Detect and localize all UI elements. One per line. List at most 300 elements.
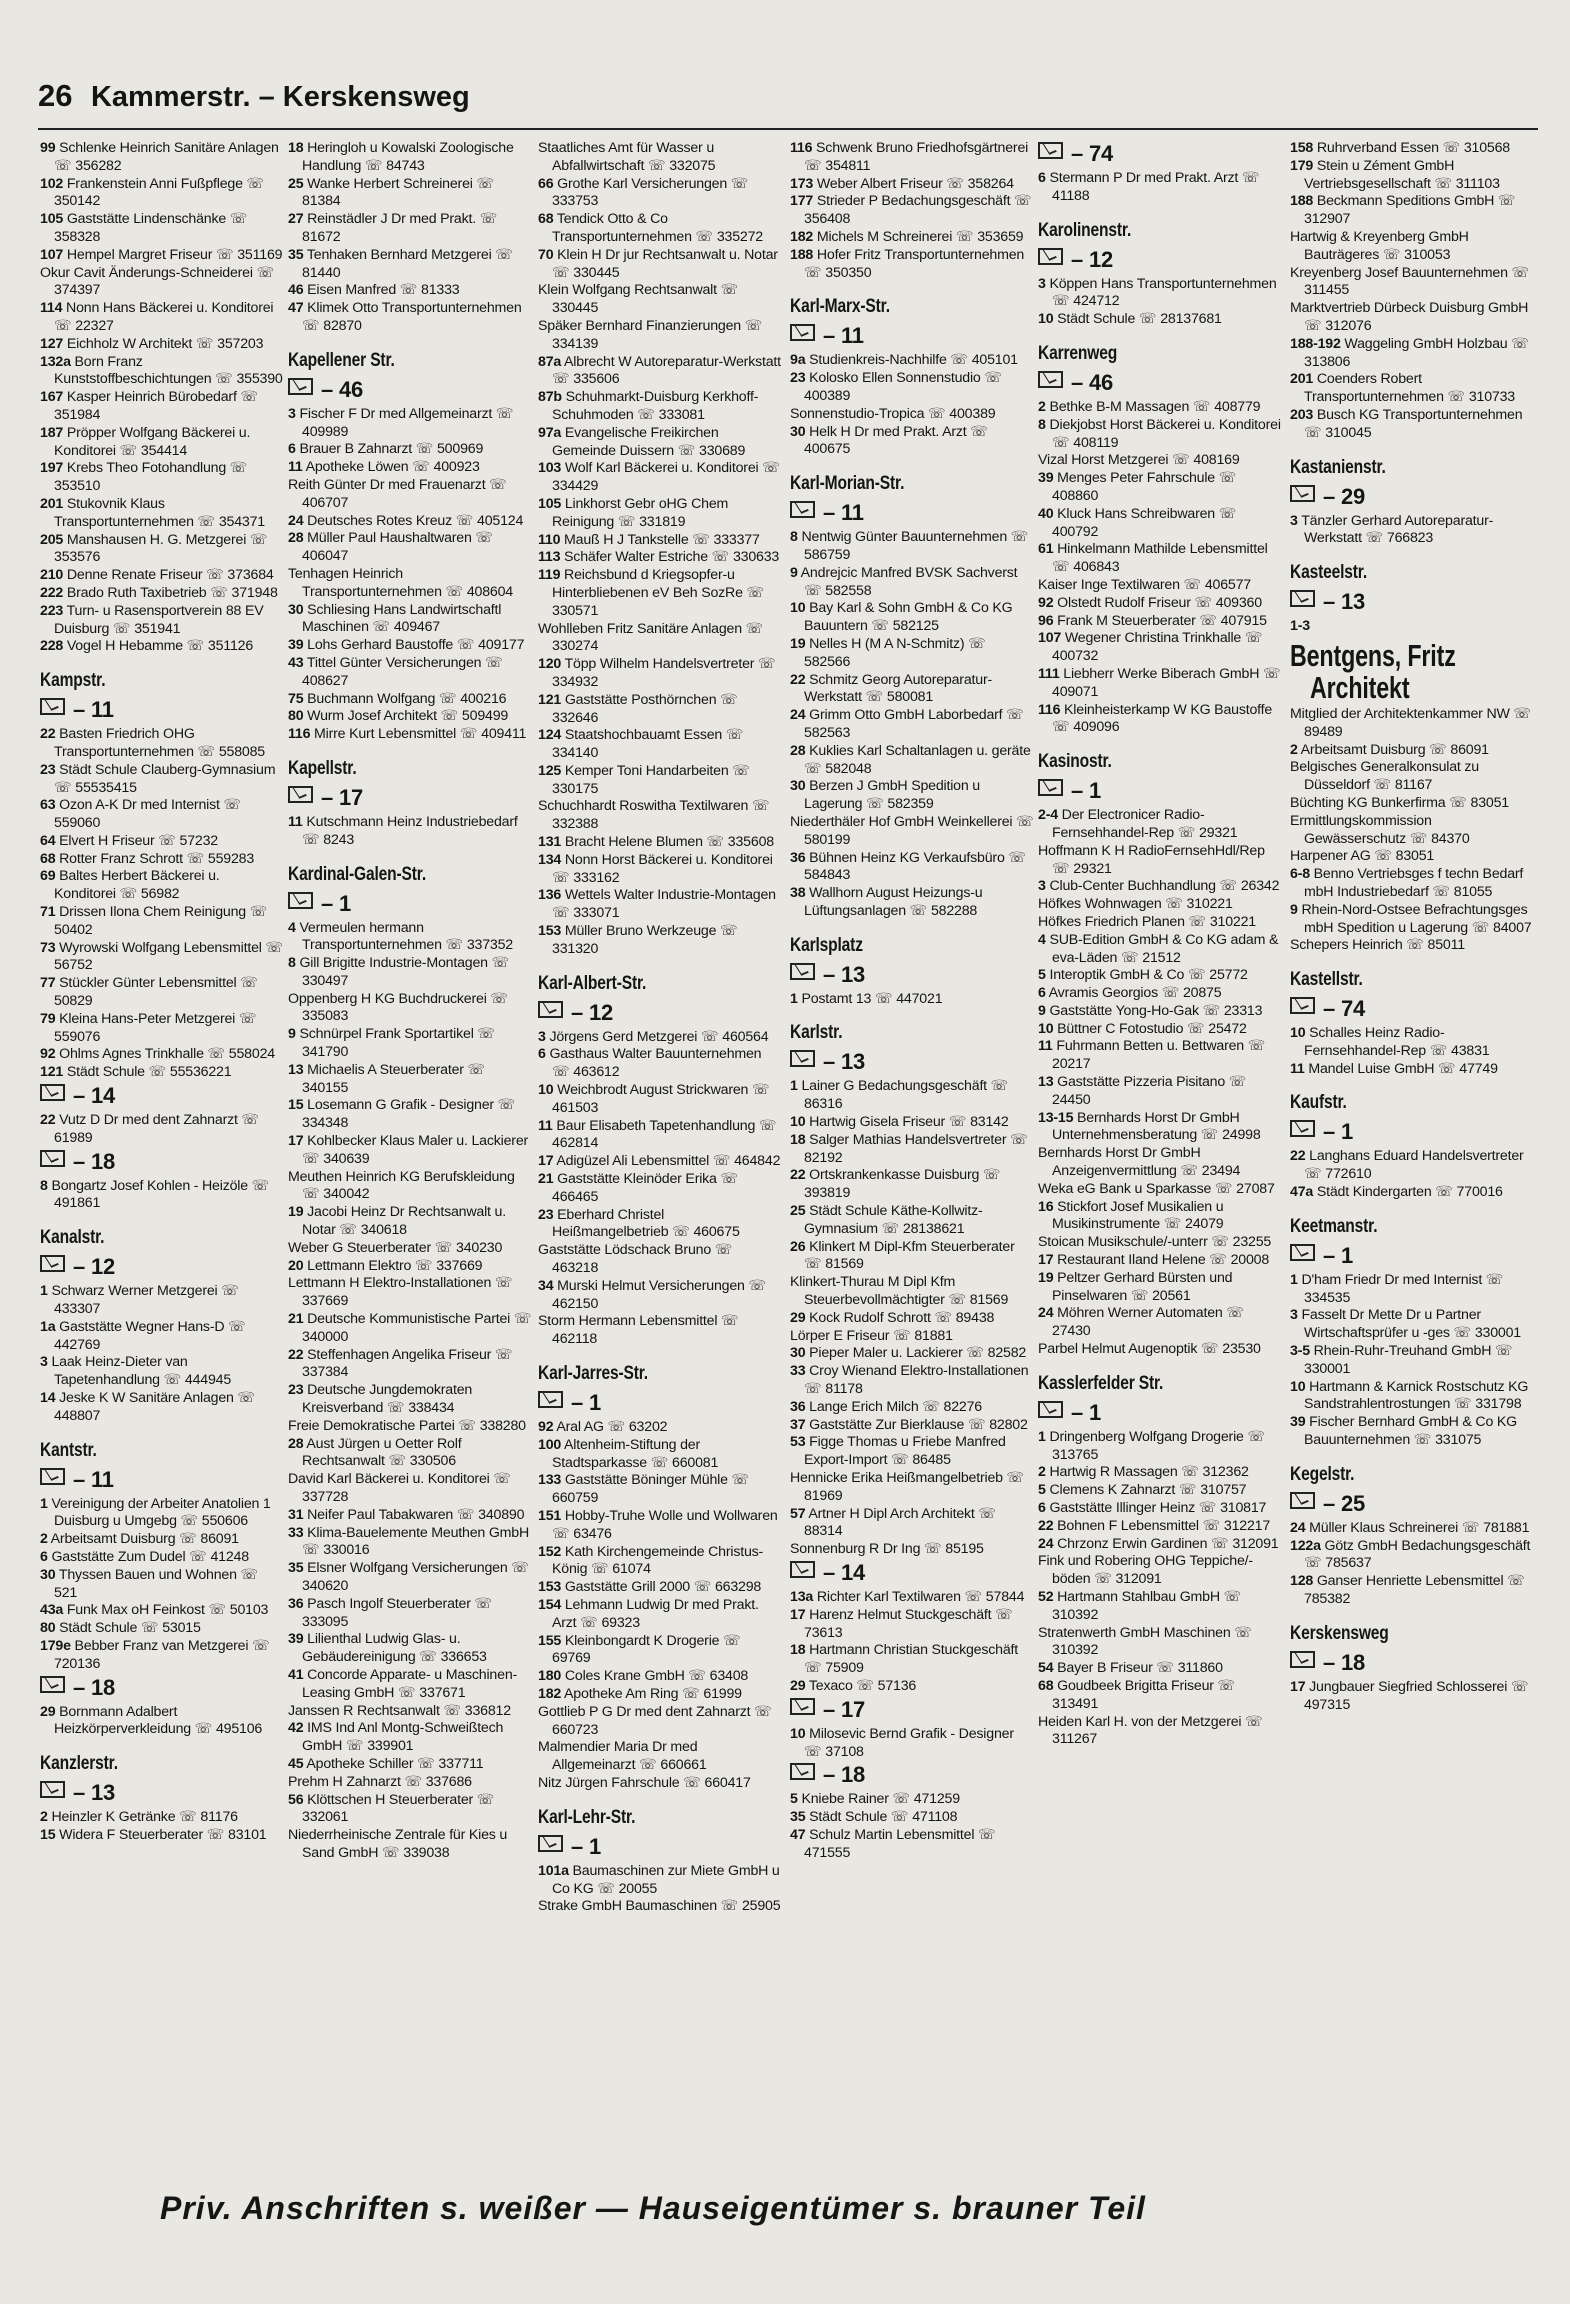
house-number: 3 <box>40 1354 48 1371</box>
postal-district-code: – 1 <box>1071 778 1101 804</box>
directory-entry <box>790 1607 1034 1643</box>
house-number: 21 <box>538 1171 554 1188</box>
postal-district <box>790 501 1034 525</box>
entry-text: Wolf Karl Bäckerei u. Konditorei ☏ 334429 <box>552 460 780 495</box>
house-number: 205 <box>40 531 64 548</box>
mail-icon <box>538 1391 563 1408</box>
house-number: 10 <box>1290 1025 1306 1042</box>
entry-text: Beckmann Speditions GmbH ☏ 312907 <box>1304 193 1516 228</box>
entry-text: Schulz Martin Lebensmittel ☏ 471555 <box>804 1826 996 1861</box>
postal-district <box>1038 779 1282 803</box>
directory-entry <box>40 851 284 869</box>
house-number: 173 <box>790 175 814 192</box>
directory-entry <box>1038 932 1282 968</box>
house-number: 107 <box>40 246 64 263</box>
entry-text: Ruhrverband Essen ☏ 310568 <box>1316 140 1510 156</box>
entry-text: Manshausen H. G. Metzgerei ☏ 353576 <box>54 531 268 566</box>
mail-icon <box>790 963 815 980</box>
directory-entry <box>538 532 782 550</box>
directory-entry <box>1038 1003 1282 1021</box>
house-number: 201 <box>40 495 64 512</box>
entry-text: Studienkreis-Nachhilfe ☏ 405101 <box>809 352 1018 369</box>
directory-entry <box>538 1508 782 1544</box>
street-heading: Karrenweg <box>1038 342 1118 364</box>
house-number: 47a <box>1290 1184 1314 1201</box>
entry-text: Liebherr Werke Biberach GmbH ☏ 409071 <box>1052 665 1281 700</box>
entry-text: Goudbeek Brigitta Friseur ☏ 313491 <box>1052 1677 1236 1712</box>
directory-entry <box>538 656 782 692</box>
entry-text: Wyrowski Wolfgang Lebensmittel ☏ 56752 <box>54 939 283 974</box>
entry-text: Bernhards Horst Dr GmbH Unternehmensberatung ☏ 24998 <box>1052 1109 1261 1144</box>
house-number: 22 <box>790 671 806 688</box>
house-number: 3-5 <box>1290 1343 1310 1360</box>
postal-district-code: – 18 <box>73 1148 116 1174</box>
directory-entry <box>40 1620 284 1638</box>
house-number: 103 <box>538 460 562 477</box>
entry-text: Lohs Gerhard Baustoffe ☏ 409177 <box>307 637 525 654</box>
directory-entry <box>288 602 532 638</box>
directory-entry <box>1290 1061 1534 1079</box>
directory-entry <box>1290 902 1534 938</box>
directory-entry <box>1290 1272 1534 1308</box>
directory-entry <box>538 1863 782 1899</box>
directory-entry <box>40 585 284 603</box>
entry-text: Busch KG Transportunternehmen ☏ 310045 <box>1304 406 1523 441</box>
entry-text: Baur Elisabeth Tapetenhandlung ☏ 462814 <box>552 1117 777 1152</box>
house-number: 23 <box>538 1206 554 1223</box>
house-number: 15 <box>288 1097 304 1114</box>
house-number: 57 <box>790 1505 806 1522</box>
entry-text: Eberhard Christel Heißmangelbetrieb ☏ 460675 <box>552 1206 740 1241</box>
directory-entry <box>40 833 284 851</box>
directory-entry <box>40 638 284 656</box>
directory-entry <box>538 567 782 620</box>
entry-text: Heiden Karl H. von der Metzgerei ☏ 311267 <box>1038 1713 1263 1748</box>
directory-entry <box>790 636 1034 672</box>
directory-entry <box>1290 1184 1534 1202</box>
directory-entry <box>1038 896 1282 914</box>
mail-icon <box>40 1255 65 1272</box>
directory-entry <box>288 1703 532 1721</box>
directory-entry <box>288 1062 532 1098</box>
street-heading: Kasslerfelder Str. <box>1038 1372 1164 1394</box>
directory-entry <box>1290 513 1534 549</box>
house-number: 120 <box>538 656 562 673</box>
directory-entry <box>1038 311 1282 329</box>
house-number: 2-4 <box>1038 807 1058 824</box>
entry-text: Jeske K W Sanitäre Anlagen ☏ 448807 <box>54 1390 256 1424</box>
directory-entry <box>40 1531 284 1549</box>
directory-entry <box>288 637 532 655</box>
entry-text: Klein Wolfgang Rechtsanwalt ☏ 330445 <box>538 282 739 317</box>
house-number: 69 <box>40 868 56 885</box>
house-number: 152 <box>538 1543 562 1560</box>
directory-entry <box>790 1114 1034 1132</box>
postal-district-code: – 74 <box>1071 141 1114 166</box>
entry-text: Frank M Steuerberater ☏ 407915 <box>1057 612 1267 629</box>
directory-entry <box>40 1496 284 1532</box>
postal-district <box>790 1763 1034 1787</box>
entry-text: Okur Cavit Änderungs-Schneiderei ☏ 374397 <box>40 264 275 299</box>
directory-entry <box>790 352 1034 370</box>
house-number: 14 <box>40 1390 56 1407</box>
entry-text: Lettmann H Elektro-Installationen ☏ 337669 <box>288 1275 513 1310</box>
house-number: 111 <box>1038 665 1060 682</box>
entry-text: Tenhagen Heinrich Transportunternehmen ☏ 408604 <box>288 565 513 600</box>
entry-text: Kuklies Karl Schaltanlagen u. geräte ☏ 582048 <box>804 742 1031 777</box>
postal-district <box>288 378 532 402</box>
directory-entry <box>40 496 284 532</box>
mail-icon <box>1290 1492 1315 1509</box>
house-number: 188 <box>790 246 814 263</box>
directory-entry <box>1038 1199 1282 1235</box>
postal-district <box>1290 590 1534 614</box>
house-number: 116 <box>288 726 311 743</box>
directory-entry <box>1038 630 1282 666</box>
entry-text: Wallhorn August Heizungs-u Lüftungsanlagen ☏ 582288 <box>804 885 983 919</box>
entry-text: Rotter Franz Schrott ☏ 559283 <box>59 850 255 867</box>
entry-text: Nitz Jürgen Fahrschule ☏ 660417 <box>538 1774 751 1791</box>
directory-entry <box>1038 1270 1282 1306</box>
entry-text: Strake GmbH Baumaschinen ☏ 25905 <box>538 1898 781 1915</box>
entry-text: Hartwig R Massagen ☏ 312362 <box>1049 1464 1249 1481</box>
directory-entry <box>288 991 532 1027</box>
street-heading: Karlstr. <box>790 1022 843 1044</box>
entry-text: Schwarz Werner Metzgerei ☏ 433307 <box>51 1283 239 1318</box>
entry-text: Stückler Günter Lebensmittel ☏ 50829 <box>54 975 258 1010</box>
directory-entry <box>288 1382 532 1418</box>
house-number: 30 <box>288 601 304 618</box>
directory-entry <box>538 692 782 728</box>
entry-text: Evangelische Freikirchen Gemeinde Duissern ☏ 330689 <box>552 424 746 459</box>
entry-text: Figge Thomas u Friebe Manfred Export-Import ☏ 86485 <box>804 1434 1006 1469</box>
entry-text: Kluck Hans Schreibwaren ☏ 400792 <box>1052 505 1237 540</box>
street-heading: Kantstr. <box>40 1439 97 1461</box>
entry-text: Grothe Karl Versicherungen ☏ 333753 <box>552 175 749 210</box>
entry-text: Fischer Bernhard GmbH & Co KG Bauunternehmen ☏ 331075 <box>1304 1414 1518 1449</box>
entry-text: Lange Erich Milch ☏ 82276 <box>809 1398 982 1415</box>
entry-text: Müller Bruno Werkzeuge ☏ 331320 <box>552 923 738 957</box>
directory-entry <box>1038 595 1282 613</box>
directory-entry <box>538 1633 782 1669</box>
house-number: 99 <box>40 140 56 156</box>
directory-entry <box>40 1064 284 1082</box>
house-number: 46 <box>288 282 304 299</box>
entry-text: Schäfer Walter Estriche ☏ 330633 <box>564 549 780 566</box>
entry-text: Albrecht W Autoreparatur-Werkstatt ☏ 335606 <box>552 353 781 388</box>
directory-entry <box>288 1311 532 1347</box>
directory-entry <box>790 1399 1034 1417</box>
entry-text: Restaurant Iland Helene ☏ 20008 <box>1057 1252 1270 1269</box>
directory-entry <box>288 1133 532 1169</box>
directory-entry <box>40 354 284 390</box>
postal-district-code: – 25 <box>1323 1490 1366 1516</box>
house-number: 29 <box>790 1677 806 1694</box>
directory-entry <box>790 743 1034 779</box>
mail-icon <box>1038 142 1063 159</box>
house-number: 24 <box>1038 1535 1054 1552</box>
house-number: 116 <box>1038 701 1061 718</box>
entry-text: Schwenk Bruno Friedhofsgärtnerei ☏ 354811 <box>804 140 1029 174</box>
entry-text: Kleina Hans-Peter Metzgerei ☏ 559076 <box>54 1010 257 1045</box>
house-number: 2 <box>1290 741 1298 758</box>
house-number: 11 <box>288 459 303 476</box>
entry-text: Ortskrankenkasse Duisburg ☏ 393819 <box>804 1167 1001 1202</box>
entry-text: Jacobi Heinz Dr Rechtsanwalt u. Notar ☏ 340618 <box>302 1204 506 1239</box>
entry-text: Ozon A-K Dr med Internist ☏ 559060 <box>54 797 242 832</box>
entry-text: Schalles Heinz Radio-Fernsehhandel-Rep ☏ 43831 <box>1304 1025 1490 1059</box>
postal-district <box>538 1835 782 1859</box>
directory-entry <box>40 1354 284 1390</box>
mail-icon <box>790 324 815 341</box>
entry-text: Grimm Otto GmbH Laborbedarf ☏ 582563 <box>804 707 1024 741</box>
postal-district-code: – 1 <box>571 1390 601 1415</box>
entry-text: Höfkes Wohnwagen ☏ 310221 <box>1038 896 1233 913</box>
directory-entry <box>288 1240 532 1258</box>
directory-entry <box>538 621 782 657</box>
street-heading: Kastellstr. <box>1290 969 1363 991</box>
entry-text: Nonn Hans Bäckerei u. Konditorei ☏ 22327 <box>54 300 274 334</box>
entry-text: Jungbauer Siegfried Schlosserei ☏ 497315 <box>1304 1678 1529 1713</box>
entry-text: Städt Kindergarten ☏ 770016 <box>1316 1184 1503 1201</box>
directory-entry <box>790 1310 1034 1328</box>
directory-entry <box>790 1239 1034 1275</box>
postal-district <box>1038 371 1282 395</box>
directory-entry <box>1038 1625 1282 1661</box>
directory-entry <box>790 850 1034 886</box>
directory-entry <box>288 1827 532 1863</box>
entry-text: Ermittlungskommission Gewässerschutz ☏ 84370 <box>1290 812 1470 847</box>
directory-entry <box>1038 1589 1282 1625</box>
directory-entry <box>790 1434 1034 1470</box>
entry-text: Avramis Georgios ☏ 20875 <box>1048 985 1222 1002</box>
directory-entry <box>1290 1414 1534 1450</box>
postal-district <box>288 892 532 916</box>
house-number: 132a <box>40 353 71 370</box>
directory-entry <box>288 1471 532 1507</box>
entry-text: Strieder P Bedachungsgeschäft ☏ 356408 <box>804 193 1032 228</box>
house-number: 75 <box>288 690 304 707</box>
entry-text: Milosevic Bernd Grafik - Designer ☏ 37108 <box>804 1725 1014 1760</box>
directory-entry <box>790 672 1034 708</box>
postal-district <box>40 1084 284 1108</box>
house-number: 17 <box>790 1606 806 1623</box>
entry-text: Kleinbongardt K Drogerie ☏ 69769 <box>552 1632 741 1667</box>
entry-text: Altenheim-Stiftung der Stadtsparkasse ☏ 660081 <box>552 1436 719 1471</box>
directory-entry <box>1038 170 1282 206</box>
house-number: 56 <box>288 1791 304 1808</box>
entry-text: Dringenberg Wolfgang Drogerie ☏ 313765 <box>1049 1428 1265 1463</box>
mail-icon <box>1038 371 1063 388</box>
house-number: 29 <box>790 1309 806 1326</box>
entry-text: Clemens K Zahnarzt ☏ 310757 <box>1049 1482 1247 1499</box>
entry-text: Gaststätte Böninger Mühle ☏ 660759 <box>552 1472 750 1507</box>
entry-text: Stein u Zément GmbH Vertriebsgesellschaft ☏ 311103 <box>1304 157 1500 192</box>
directory-entry <box>538 1082 782 1118</box>
house-number: 6 <box>1038 1500 1046 1517</box>
directory-entry <box>40 140 284 176</box>
directory-entry <box>790 991 1034 1009</box>
house-number: 87b <box>538 389 562 406</box>
directory-entry <box>40 868 284 904</box>
house-number: 13a <box>790 1589 814 1605</box>
entry-text: Städt Schule Clauberg-Gymnasium ☏ 55535415 <box>54 761 276 796</box>
house-number: 180 <box>538 1668 562 1685</box>
directory-entry <box>538 1597 782 1633</box>
postal-district <box>40 1676 284 1700</box>
directory-entry <box>40 726 284 762</box>
entry-text: Weka eG Bank u Sparkasse ☏ 27087 <box>1038 1180 1275 1197</box>
house-number: 9 <box>790 564 798 581</box>
directory-entry <box>288 1418 532 1436</box>
house-number: 87a <box>538 353 562 370</box>
directory-entry <box>1038 1145 1282 1181</box>
house-number: 6 <box>1038 985 1046 1002</box>
entry-text: Schliesing Hans Landwirtschaftl Maschinen ☏ 409467 <box>302 601 502 636</box>
house-number: 5 <box>790 1791 798 1808</box>
entry-text: Peltzer Gerhard Bürsten und Pinselwaren ☏ 20561 <box>1052 1269 1233 1304</box>
entry-text: Gaststätte Kleinöder Erika ☏ 466465 <box>552 1171 739 1205</box>
house-number: 80 <box>40 1620 56 1637</box>
directory-entry <box>538 318 782 354</box>
entry-text: Bay Karl & Sohn GmbH & Co KG Bauuntern ☏ 582125 <box>804 600 1013 635</box>
directory-entry <box>288 176 532 212</box>
mail-icon <box>40 698 65 715</box>
directory-entry <box>538 460 782 496</box>
directory-entry <box>1038 417 1282 453</box>
directory-entry <box>40 336 284 354</box>
directory-entry <box>1290 1343 1534 1379</box>
directory-entry <box>40 389 284 425</box>
entry-text: Tänzler Gerhard Autoreparatur-Werkstatt ☏ 766823 <box>1301 512 1494 547</box>
postal-district <box>288 786 532 810</box>
house-number: 36 <box>790 1398 806 1415</box>
entry-text: Mauß H J Tankstelle ☏ 333377 <box>564 531 760 548</box>
street-heading: Keetmanstr. <box>1290 1215 1378 1237</box>
directory-entry <box>288 513 532 531</box>
entry-text: Adigüzel Ali Lebensmittel ☏ 464842 <box>556 1153 781 1170</box>
house-number: 107 <box>1038 630 1062 647</box>
house-number: 1 <box>790 990 798 1007</box>
entry-text: Heinzler K Getränke ☏ 81176 <box>51 1809 238 1826</box>
directory-column-5 <box>1038 140 1282 1749</box>
directory-entry <box>40 1319 284 1355</box>
directory-entry <box>1038 878 1282 896</box>
entry-text: Gaststätte Pizzeria Pisitano ☏ 24450 <box>1052 1074 1247 1108</box>
postal-district <box>1038 248 1282 272</box>
house-number: 47 <box>288 300 304 317</box>
directory-entry <box>40 1704 284 1740</box>
directory-entry <box>538 1472 782 1508</box>
house-number: 3 <box>1290 512 1298 529</box>
house-number: 25 <box>288 175 304 192</box>
featured-listing-name: Bentgens, Fritz <box>1290 637 1456 673</box>
house-number: 6 <box>1038 170 1046 186</box>
directory-entry <box>40 1112 284 1148</box>
entry-text: Stratenwerth GmbH Maschinen ☏ 310392 <box>1038 1624 1252 1659</box>
house-number: 25 <box>790 1203 806 1220</box>
house-number: 22 <box>790 1167 806 1184</box>
entry-text: Laak Heinz-Dieter van Tapetenhandlung ☏ 444945 <box>51 1354 232 1389</box>
directory-entry <box>1290 1148 1534 1184</box>
directory-entry <box>288 1507 532 1525</box>
postal-district-code: – 11 <box>73 1466 114 1492</box>
house-number: 22 <box>40 726 56 743</box>
entry-text: Interoptik GmbH & Co ☏ 25772 <box>1049 967 1248 984</box>
street-heading: Karl-Jarres-Str. <box>538 1363 648 1384</box>
house-number: 223 <box>40 602 64 619</box>
directory-entry <box>288 1720 532 1756</box>
house-number: 1 <box>40 1283 48 1300</box>
directory-entry <box>288 566 532 602</box>
house-number: 79 <box>40 1010 56 1027</box>
postal-district <box>790 1050 1034 1074</box>
entry-text: Sonnenburg R Dr Ing ☏ 85195 <box>790 1541 984 1558</box>
directory-entry <box>288 726 532 744</box>
house-number: 128 <box>1290 1573 1314 1590</box>
entry-text: Rhein-Nord-Ostsee Befrachtungsges mbH Spedition u Lagerung ☏ 84007 <box>1301 901 1532 936</box>
entry-text: Hofer Fritz Transportunternehmen ☏ 350350 <box>804 246 1025 281</box>
house-number: 8 <box>1038 416 1046 433</box>
entry-text: Funk Max oH Feinkost ☏ 50103 <box>66 1602 269 1619</box>
directory-entry <box>538 887 782 923</box>
entry-text: Deutsches Rotes Kreuz ☏ 405124 <box>307 512 524 529</box>
directory-entry <box>40 1178 284 1214</box>
directory-entry <box>288 1525 532 1561</box>
street-heading: Kerskensweg <box>1290 1622 1389 1644</box>
house-number: 6-8 <box>1290 866 1310 883</box>
directory-entry <box>538 763 782 799</box>
entry-text: Hoffmann K H RadioFernsehHdl/Rep ☏ 29321 <box>1038 842 1265 877</box>
house-number: 66 <box>538 175 554 192</box>
entry-text: Mitglied der Architektenkammer NW ☏ 89489 <box>1290 705 1531 740</box>
entry-text: Meuthen Heinrich KG Berufskleidung ☏ 340042 <box>288 1168 515 1203</box>
directory-entry <box>288 1436 532 1472</box>
directory-entry <box>40 940 284 976</box>
entry-text: Gottlieb P G Dr med dent Zahnarzt ☏ 660723 <box>538 1703 772 1738</box>
house-number: 113 <box>538 549 561 566</box>
directory-entry <box>538 1739 782 1775</box>
house-number: 22 <box>1038 1517 1054 1534</box>
house-number: 34 <box>538 1277 554 1294</box>
house-number: 19 <box>1038 1269 1054 1286</box>
entry-text: Fink und Robering OHG Teppiche/-böden ☏ 312091 <box>1038 1553 1253 1588</box>
house-number: 39 <box>288 1631 304 1648</box>
entry-text: Hennicke Erika Heißmangelbetrieb ☏ 81969 <box>790 1470 1025 1504</box>
entry-text: Pasch Ingolf Steuerberater ☏ 333095 <box>302 1595 492 1630</box>
mail-icon <box>40 1084 65 1101</box>
mail-icon <box>790 501 815 518</box>
directory-entry <box>538 1118 782 1154</box>
postal-district <box>1290 1492 1534 1516</box>
house-number: 131 <box>538 834 562 851</box>
directory-entry <box>538 247 782 283</box>
house-number: 33 <box>288 1524 304 1541</box>
entry-text: Wurm Josef Architekt ☏ 509499 <box>307 708 509 725</box>
directory-entry <box>790 1274 1034 1310</box>
mail-icon <box>1038 248 1063 265</box>
entry-text: Deutsche Jungdemokraten Kreisverband ☏ 338434 <box>302 1382 473 1417</box>
postal-district <box>1038 1401 1282 1425</box>
mail-icon <box>1290 1120 1315 1137</box>
house-number: 30 <box>40 1566 56 1583</box>
house-number: 18 <box>790 1642 806 1659</box>
directory-entry <box>538 425 782 461</box>
entry-text: Kolosko Ellen Sonnenstudio ☏ 400389 <box>804 370 1002 404</box>
house-number: 77 <box>40 975 56 992</box>
house-number: 182 <box>790 228 814 245</box>
entry-text: Höfkes Friedrich Planen ☏ 310221 <box>1038 913 1256 930</box>
